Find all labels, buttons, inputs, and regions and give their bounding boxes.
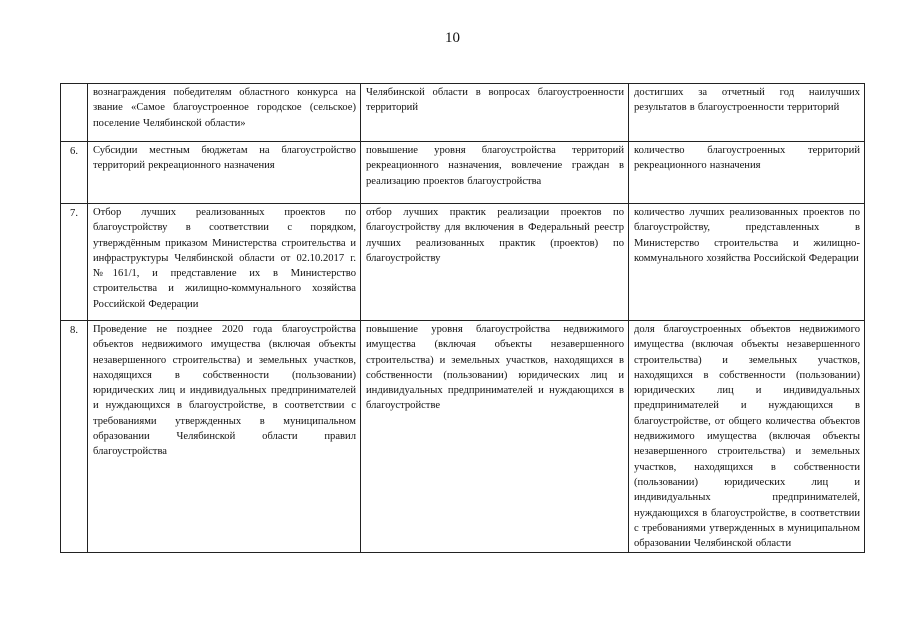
table-row — [61, 142, 865, 204]
indicator-cell: количество благоустроенных территорий рекреационного назначения — [629, 142, 865, 204]
goal-cell: повышение уровня благоустройства территорий рекреационного назначения, вовлечение граждан в реализацию проектов благоустройства — [361, 142, 629, 204]
table-row — [61, 321, 865, 553]
event-cell: вознаграждения победителям областного конкурса на звание «Самое благоустроенное городское (сельское) поселение Челябинской области» — [88, 84, 361, 142]
table-row — [61, 204, 865, 321]
row-number: 7. — [61, 204, 88, 321]
event-cell: Отбор лучших реализованных проектов по благоустройству в соответствии с порядком, утверждённым приказом Министерства строительства и инфраструктуры Челябинской области от 02.10.2017 г. №161/1, и представление их в Министерство строительства и жилищно-коммунального хозяйства Российской Федерации — [88, 204, 361, 321]
row-number — [61, 84, 88, 142]
goal-cell: повышение уровня благоустройства недвижимого имущества (включая объекты незавершенного строительства) и земельных участков, находящихся в собственности (пользовании) юридических лиц и индивидуальных предпринимателей и нуждающихся в благоустройстве — [361, 321, 629, 553]
goal-cell: Челябинской области в вопросах благоустроенности территорий — [361, 84, 629, 142]
indicator-cell: количество лучших реализованных проектов по благоустройству, представленных в Министерство строительства и жилищно-коммунального хозяйства Российской Федерации — [629, 204, 865, 321]
program-table — [60, 83, 865, 553]
indicator-cell: достигших за отчетный год наилучших результатов в благоустроенности территорий — [629, 84, 865, 142]
goal-cell: отбор лучших практик реализации проектов по благоустройству для включения в Федеральный реестр лучших реализованных практик (проектов) по благоустройству — [361, 204, 629, 321]
event-cell: Субсидии местным бюджетам на благоустройство территорий рекреационного назначения — [88, 142, 361, 204]
page-number: 10 — [445, 30, 460, 46]
table-row — [61, 84, 865, 142]
row-number: 6. — [61, 142, 88, 204]
row-number: 8. — [61, 321, 88, 553]
indicator-cell: доля благоустроенных объектов недвижимого имущества (включая объекты незавершенного строительства) и земельных участков, находящихся в собственности (пользовании) юридических лиц и индивидуальных предпринимателей и нуждающихся в благоустройстве, от общего количества объектов недвижимого имущества (включая объекты незавершенного строительства) и земельных участков, находящихся в собственности (пользовании) юридических лиц и индивидуальных предпринимателей, нуждающихся в благоустройстве, в соответствии с требованиями утвержденных в муниципальном образовании Челябинской области — [629, 321, 865, 553]
event-cell: Проведение не позднее 2020 года благоустройства объектов недвижимого имущества (включая объекты незавершенного строительства) и земельных участков, находящихся в собственности (пользовании) юридических лиц и индивидуальных предпринимателей и нуждающихся в благоустройстве, в соответствии с требованиями утвержденных в муниципальном образовании Челябинской области правил благоустройства — [88, 321, 361, 553]
